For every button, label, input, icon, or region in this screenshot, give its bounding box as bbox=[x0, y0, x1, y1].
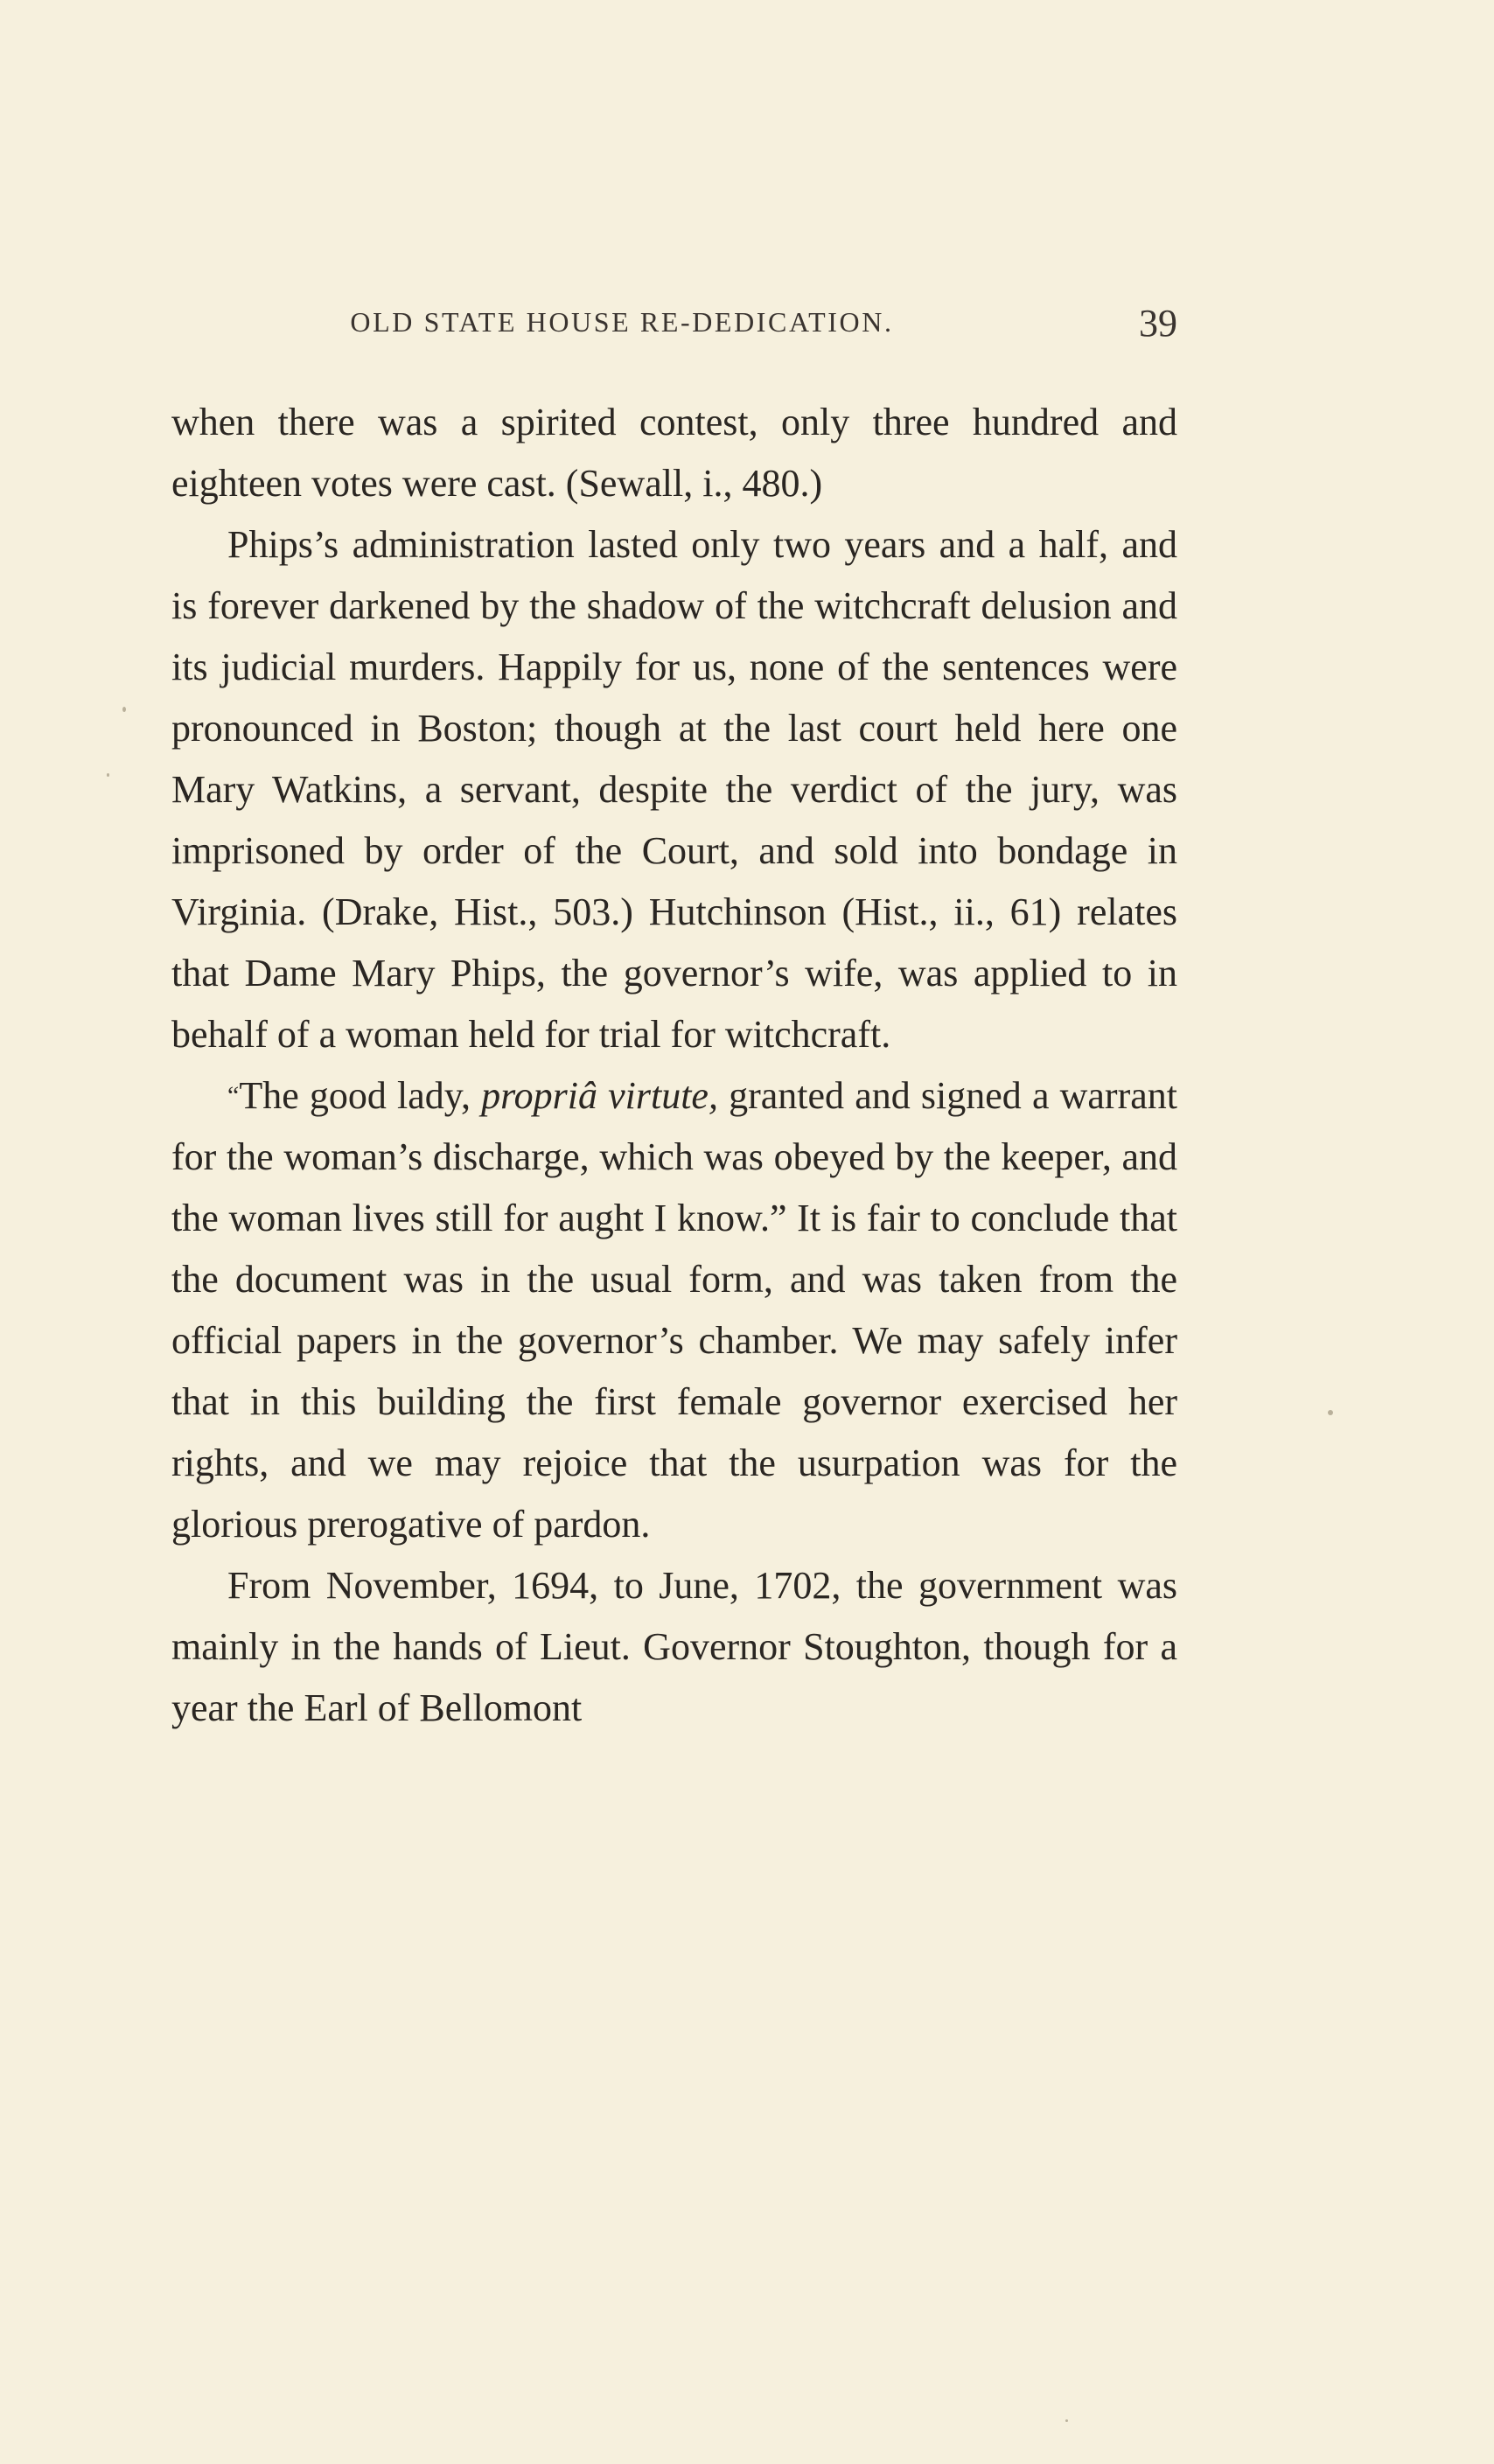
paragraph-2: Phips’s administration lasted only two years and a half, and is forever darkened by the shadow of the witchcraft delusion and its judicial murders. Happily for us, none of the sentences were pronounced in Boston; though at the last court held here one Mary Watkins, a servant, despite the verdict of the jury, was imprisoned by order of the Court, and sold into bondage in Virginia. (Drake, Hist., 503.) Hutchinson (Hist., ii., 61) relates that Dame Mary Phips, the governor’s wife, was applied to in behalf of a woman held for trial for witchcraft. bbox=[171, 523, 1177, 1056]
latin-phrase: propriâ virtute, bbox=[481, 1074, 718, 1117]
paper-speck bbox=[122, 707, 126, 712]
body-text bbox=[171, 392, 1177, 1739]
paragraph-3-lead: The good lady, bbox=[239, 1074, 482, 1117]
paper-speck bbox=[1065, 2419, 1068, 2422]
paragraph-3 bbox=[171, 1065, 1177, 1555]
running-title: OLD STATE HOUSE RE-DEDICATION. bbox=[350, 306, 894, 338]
paper-speck bbox=[107, 773, 109, 777]
paragraph-3-rest: granted and signed a warrant for the woman’s discharge, which was obeyed by the keeper, and the woman lives still for aught I know.” It is fair to conclude that the document was in the usual form, and was taken from the official papers in the governor’s chamber. We may safely infer that in this building the first female governor exercised her rights, and we may rejoice that the usurpation was for the glorious prerogative of pardon. bbox=[171, 1074, 1177, 1546]
running-head bbox=[171, 301, 1177, 353]
paragraph-4: From November, 1694, to June, 1702, the government was mainly in the hands of Lieut. Governor Stoughton, though for a year the Earl of Bellomont bbox=[171, 1564, 1177, 1729]
page-number: 39 bbox=[1139, 302, 1177, 345]
paper-speck bbox=[1328, 1410, 1333, 1415]
paragraph-1: when there was a spirited contest, only three hundred and eighteen votes were cast. (Sewall, i., 480.) bbox=[171, 401, 1177, 505]
open-quote: “ bbox=[227, 1081, 240, 1110]
